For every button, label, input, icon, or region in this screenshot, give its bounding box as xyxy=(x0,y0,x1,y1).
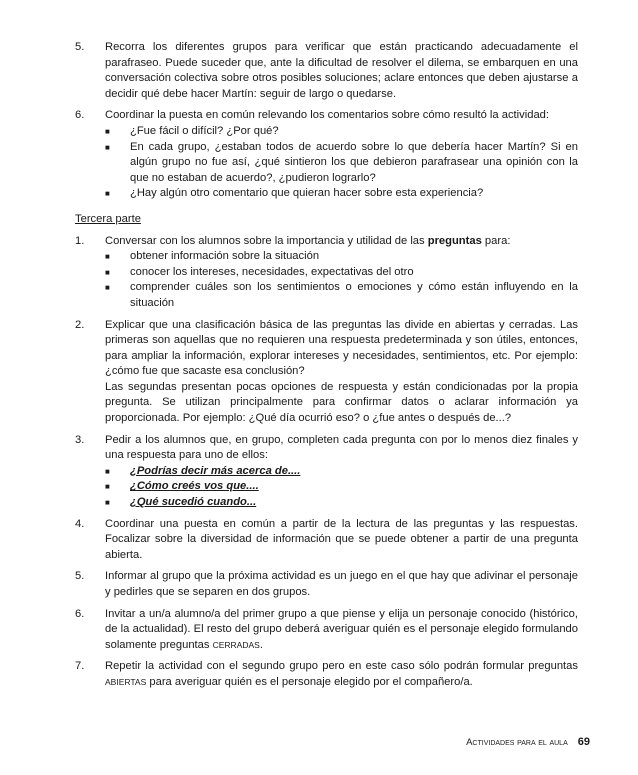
item-number: 6. xyxy=(75,109,85,122)
item-number: 4. xyxy=(75,517,85,530)
small-caps-word: CERRADAS xyxy=(212,639,260,650)
item-number: 7. xyxy=(75,660,85,673)
bullet-item: ■ ¿Fue fácil o difícil? ¿Por qué? xyxy=(105,124,578,140)
list-item-7 xyxy=(0,659,638,690)
list-item-1 xyxy=(0,234,638,312)
bullet-square-icon: ■ xyxy=(105,126,110,136)
item-paragraph: Explicar que una clasificación básica de las preguntas las divide en abiertas y cerradas. Las primeras son aquellas que no requieren una respuesta predeterminada y son útiles, entonces, para ampliar la información, explorar intereses y necesidades, sentimientos, etc. Por ejemplo: ¿cómo fue que sacaste esa conclusión? xyxy=(105,318,578,378)
bullet-item: ■ conocer los intereses, necesidades, expectativas del otro xyxy=(105,265,578,281)
item-text: Repetir la actividad con el segundo grupo pero en este caso sólo podrán formular preguntas ABIERTAS para averiguar quién es el personaje elegido por el compañero/a. xyxy=(105,660,578,688)
item-number: 1. xyxy=(75,234,85,247)
bullet-square-icon: ■ xyxy=(105,267,110,277)
bullet-square-icon: ■ xyxy=(105,482,110,492)
item-number: 5. xyxy=(75,570,85,583)
bullet-list xyxy=(105,124,578,202)
list-item-3 xyxy=(0,433,638,511)
bullet-item: ■ ¿Qué sucedió cuando... xyxy=(105,495,578,511)
item-text: Coordinar la puesta en común relevando los comentarios sobre cómo resultó la actividad: xyxy=(105,109,550,122)
item-number: 3. xyxy=(75,433,85,446)
bullet-square-icon: ■ xyxy=(105,466,110,476)
bullet-square-icon: ■ xyxy=(105,498,110,508)
list-item-5b xyxy=(0,569,638,600)
list-item-6b xyxy=(0,607,638,654)
bold-keyword: preguntas xyxy=(427,234,482,247)
bullet-item: ■ En cada grupo, ¿estaban todos de acuerdo sobre lo que debería hacer Martín? Si en algún grupo no fue así, ¿qué sintieron los que debieron parafrasear una opinión con la que no estaban de acuerdo?, ¿pudieron lograrlo? xyxy=(105,140,578,187)
item-paragraph: Las segundas presentan pocas opciones de respuesta y están condicionadas por la propia pregunta. Se utilizan principalmente para confirmar datos o aclarar información ya proporcionada. Por ejemplo: ¿Qué día ocurrió eso? o ¿fue antes o después de...? xyxy=(105,380,578,425)
item-text: Recorra los diferentes grupos para verificar que están practicando adecuadamente el parafraseo. Puede suceder que, ante la dificultad de resolver el dilema, se embarquen en una conversación colectiva sobre otros posibles soluciones; aclare entonces que deben ajustarse a decidir qué debe hacer Martín: seguir de largo o quedarse. xyxy=(105,41,578,100)
item-number: 6. xyxy=(75,607,85,620)
list-item-2 xyxy=(0,318,638,427)
bullet-square-icon: ■ xyxy=(105,142,110,152)
bullet-item: ■ ¿Hay algún otro comentario que quieran hacer sobre esta experiencia? xyxy=(105,186,578,202)
item-number: 5. xyxy=(75,41,85,53)
bullet-square-icon: ■ xyxy=(105,283,110,293)
bullet-square-icon: ■ xyxy=(105,252,110,262)
list-item-6 xyxy=(0,108,638,202)
item-number: 2. xyxy=(75,318,85,331)
footer-label: Actividades para el aula xyxy=(466,737,568,748)
bullet-item: ■ ¿Podrías decir más acerca de.... xyxy=(105,464,578,480)
small-caps-word: ABIERTAS xyxy=(105,676,147,687)
item-text: Conversar con los alumnos sobre la importancia y utilidad de las preguntas para: xyxy=(105,234,511,247)
item-text: Coordinar una puesta en común a partir de la lectura de las preguntas y las respuestas. Focalizar sobre la diversidad de información que se puede obtener a partir de una pregunta abierta. xyxy=(105,517,578,561)
document-body xyxy=(0,40,638,697)
page-number: 69 xyxy=(577,736,590,748)
bullet-item: ■ obtener información sobre la situación xyxy=(105,249,578,265)
list-item-5 xyxy=(0,40,638,102)
item-text: Pedir a los alumnos que, en grupo, completen cada pregunta con por lo menos diez finales y una respuesta para uno de ellos: xyxy=(105,433,578,462)
bullet-item: ■ ¿Cómo creés vos que.... xyxy=(105,479,578,495)
page-footer xyxy=(466,735,590,751)
item-text: Invitar a un/a alumno/a del primer grupo a que piense y elija un personaje conocido (histórico, de la actualidad). El resto del grupo deberá averiguar quién es el personaje elegido formulando solamente preguntas CERRADAS. xyxy=(105,607,578,651)
bullet-item: ■ comprender cuáles son los sentimientos o emociones y cómo están influyendo en la situación xyxy=(105,280,578,311)
item-text: Informar al grupo que la próxima actividad es un juego en el que hay que adivinar el personaje y pedirles que se separen en dos grupos. xyxy=(105,570,578,598)
bullet-list xyxy=(105,249,578,311)
bullet-list xyxy=(105,464,578,511)
bullet-square-icon: ■ xyxy=(105,189,110,199)
section-title: Tercera parte xyxy=(75,212,141,225)
list-item-4 xyxy=(0,517,638,564)
